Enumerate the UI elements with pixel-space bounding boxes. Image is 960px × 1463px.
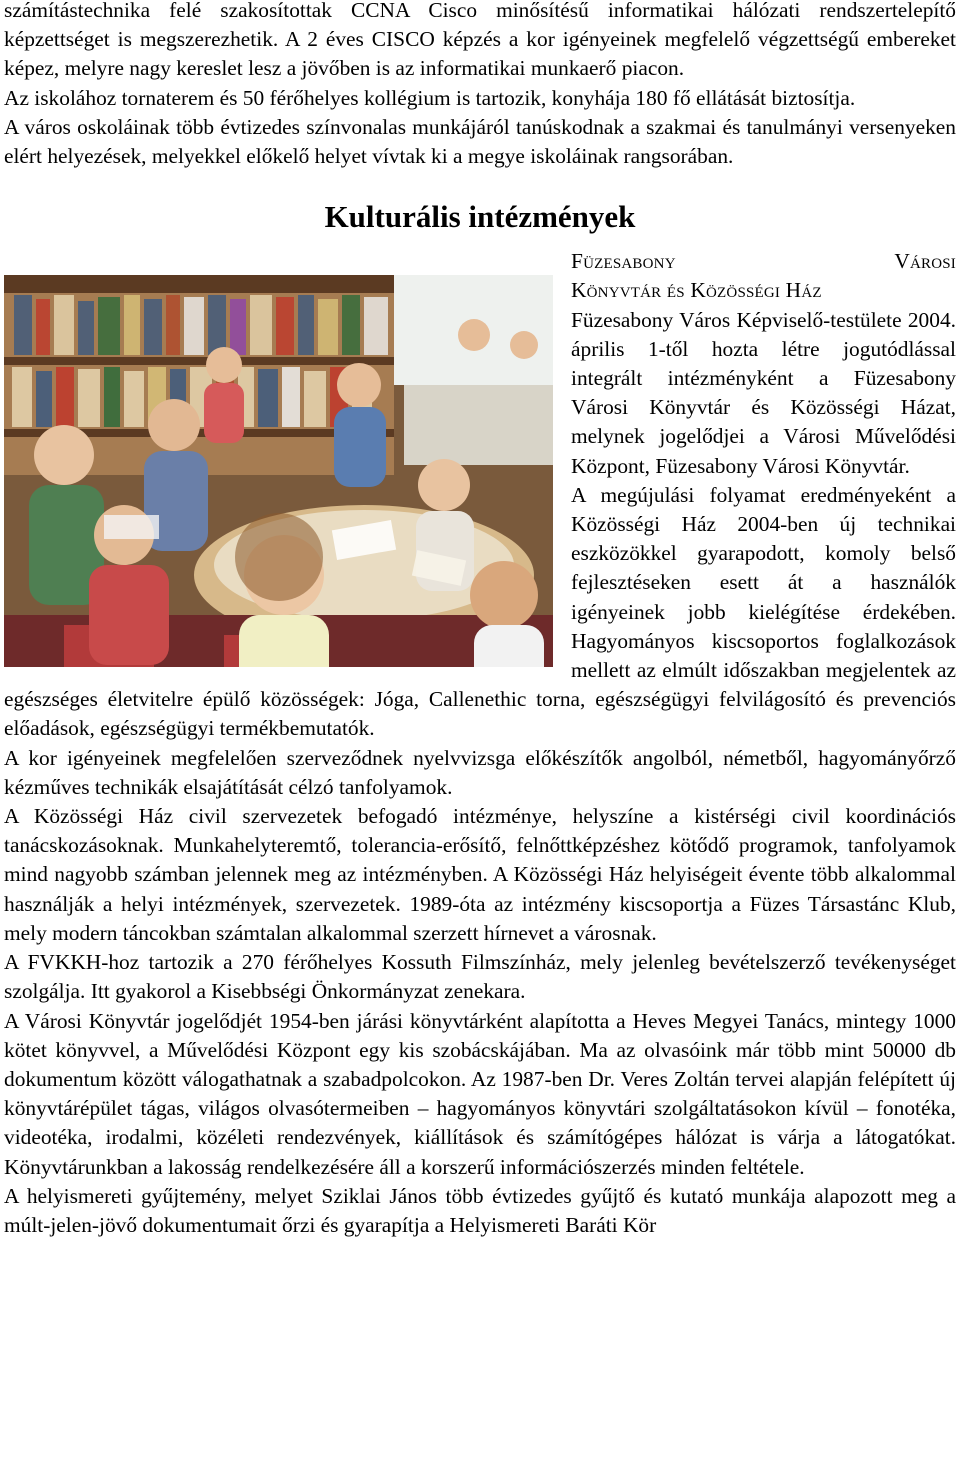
institution-title-word-1: Füzesabony [571,249,676,274]
body-paragraph-5: A FVKKH-hoz tartozik a 270 férőhelyes Kossuth Filmszínház, mely jelenleg bevételszerző tevékenységet szolgálja. Itt gyakorol a Kisebbségi Önkormányzat zenekara. [4,950,956,1004]
body-paragraph-4: A Közösségi Ház civil szervezetek befogadó intézménye, helyszíne a kistérségi civil koordinációs tanácskozásoknak. Munkahelyteremtő, tolerancia-erősítő, felnőttképzéshez kötődő programok, tanfolyamok mind nagyobb számban jelennek meg az intézményben. A Közösségi Ház helyiségeit évente több alkalommal használják a helyi intézmények, szervezetek. 1989-óta az intézmény kiscsoportja a Füzes Társastánc Klub, mely modern táncokban számtalan alkalommal szerzett hírnevet a városnak. [4,804,956,945]
intro-paragraph-1: számítástechnika felé szakosítottak CCNA Cisco minősítésű informatikai hálózati rendszertelepítő képzettséget is megszerezhetik. A 2 éves CISCO képzés a kor igényeinek megfelelő végzettségű embereket képez, melyre nagy kereslet lesz a jövőben is az informatikai munkaerő piacon. [4,0,956,81]
library-children-photo [4,247,553,667]
institution-title-line-1 [571,247,956,276]
document-page [4,0,956,1240]
institution-title-line-2: Könyvtár és Közösségi Ház [571,278,822,303]
body-paragraph-3: A kor igényeinek megfelelően szerveződnek nyelvvizsga előkészítők angolból, németből, hagyományőrző kézműves technikák elsajátítását célzó tanfolyamok. [4,745,956,799]
intro-paragraph-2: Az iskolához tornaterem és 50 férőhelyes kollégium is tartozik, konyhája 180 fő ellátását biztosítja. [4,85,856,110]
body-paragraph-2: A megújulási folyamat eredményeként a Közösségi Ház 2004-ben új technikai eszközökkel gyarapodott, komoly belső fejlesztéseken esett át a használók igényeinek jobb kielégítése érdekében. Hagyományos kiscsoportos foglalkozások mellett az elmúlt időszakban megjelentek az egészséges életvitelre épülő közösségek: Jóga, Callenethic torna, egészségügyi felvilágosító és prevenciós előadások, egészségügyi termékbemutatók. [4,482,956,741]
section-heading: Kulturális intézmények [324,199,636,235]
institution-title-word-2: Városi [894,249,956,274]
body-paragraph-7: A helyismereti gyűjtemény, melyet Sziklai János több évtizedes gyűjtő és kutató munkája alapozott meg a múlt-jelen-jövő dokumentumait őrzi és gyarapítja a Helyismereti Baráti Kör [4,1183,956,1237]
photo-image [4,275,553,667]
body-paragraph-1: Füzesabony Város Képviselő-testülete 2004. április 1-től hozta létre jogutódlással integrált intézményként a Füzesabony Városi Könyvtár és Közösségi Házat, melynek jogelődjei a Városi Művelődési Központ, Füzesabony Városi Könyvtár. [571,307,956,478]
intro-paragraph-3: A város oskoláinak több évtizedes színvonalas munkájáról tanúskodnak a szakmai és tanulmányi versenyeken elért helyezések, melyekkel előkelő helyet vívtak ki a megye iskoláinak rangsorában. [4,114,956,169]
body-paragraph-6: A Városi Könyvtár jogelődjét 1954-ben járási könyvtárként alapította a Heves Megyei Tanács, mintegy 1000 kötet könyvvel, a Művelődési Központ egy kis szobácskájában. Ma az olvasóink már több mint 50000 db dokumentum között válogathatnak a szabadpolcokon. Az 1987-ben Dr. Veres Zoltán tervei alapján felépített új könyvtárépület tágas, világos olvasótermeiben – hagyományos könyvtári szolgáltatásokon kívül – fonotéka, videotéka, irodalmi, közéleti rendezvények, kiállítások és számítógépes hálózat is várja a látogatókat. Könyvtárunkban a lakosság rendelkezésére áll a korszerű információszerzés minden feltétele. [4,1008,956,1179]
